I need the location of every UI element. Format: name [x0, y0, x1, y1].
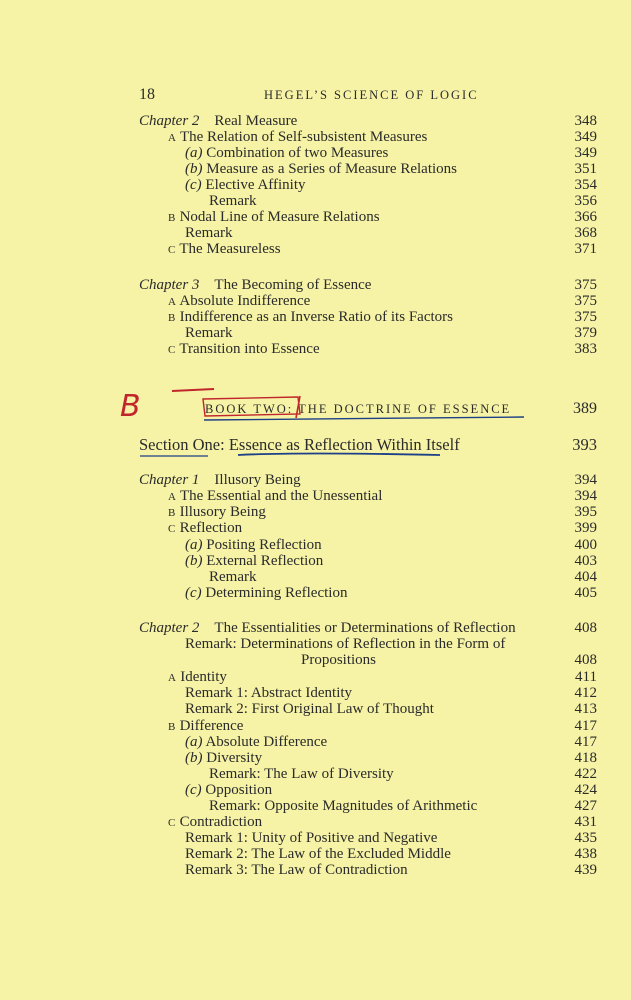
entry-page: 366 [574, 209, 597, 225]
entry-page: 411 [575, 669, 597, 685]
chapter-number: Chapter 3 [139, 277, 200, 293]
entry-title: Illusory Being [179, 504, 266, 520]
entry-title: Elective Affinity [205, 177, 306, 193]
entry-title: Illusory Being [214, 472, 301, 488]
entry-page: 354 [574, 177, 597, 193]
book-label: BOOK TWO: [205, 402, 294, 416]
entry-page: 395 [574, 504, 597, 520]
entry-page: 422 [574, 766, 597, 782]
entry-page: 375 [574, 309, 597, 325]
entry-page: 408 [574, 620, 597, 636]
entry-title: Remark 2: First Original Law of Thought [185, 701, 434, 717]
entry-title: Indifference as an Inverse Ratio of its Factors [179, 309, 453, 325]
entry-letter: A [168, 296, 177, 308]
entry-title: Propositions [301, 652, 377, 668]
entry-letter: C [168, 244, 176, 256]
entry-title: Remark 2: The Law of the Excluded Middle [185, 846, 451, 862]
entry-page: 349 [574, 145, 597, 161]
entry-page: 394 [574, 488, 597, 504]
section-heading: Section One: Essence as Reflection Within Itself [139, 435, 460, 454]
entry-page: 394 [574, 472, 597, 488]
entry-title: Contradiction [179, 814, 263, 830]
entry-letter: A [168, 491, 177, 503]
entry-page: 375 [574, 277, 597, 293]
entry-marker: (a) [185, 734, 203, 750]
entry-title: Measure as a Series of Measure Relations [206, 161, 458, 177]
entry-letter: A [168, 132, 177, 144]
entry-marker: (a) [185, 145, 203, 161]
entry-page: 356 [574, 193, 597, 209]
entry-title: Remark [185, 325, 233, 341]
entry-page: 417 [574, 718, 597, 734]
entry-page: 427 [574, 798, 597, 814]
entry-title: The Essentialities or Determinations of Reflection [214, 620, 516, 636]
entry-letter: B [168, 212, 176, 224]
entry-letter: B [168, 507, 176, 519]
entry-title: Remark: Opposite Magnitudes of Arithmetic [209, 798, 478, 814]
entry-title: Transition into Essence [179, 341, 320, 357]
entry-title: The Relation of Self-subsistent Measures [179, 129, 428, 145]
entry-marker: (b) [185, 750, 203, 766]
entry-marker: (c) [185, 585, 202, 601]
entry-page: 408 [574, 652, 597, 668]
entry-page: 403 [574, 553, 597, 569]
entry-title: Combination of two Measures [206, 145, 389, 161]
entry-page: 413 [574, 701, 597, 717]
entry-title: The Essential and the Unessential [179, 488, 383, 504]
chapter-number: Chapter 2 [139, 620, 200, 636]
chapter-number: Chapter 2 [139, 113, 200, 129]
entry-page: 412 [574, 685, 597, 701]
entry-page: 435 [574, 830, 597, 846]
section-page: 393 [572, 435, 597, 454]
entry-page: 351 [574, 161, 597, 177]
entry-title: Remark: Determinations of Reflection in the Form of [185, 636, 506, 652]
entry-title: Nodal Line of Measure Relations [179, 209, 380, 225]
entry-title: External Reflection [206, 553, 324, 569]
entry-page: 431 [574, 814, 597, 830]
entry-title: Real Measure [214, 113, 298, 129]
entry-letter: C [168, 344, 176, 356]
entry-page: 438 [574, 846, 597, 862]
entry-page: 375 [574, 293, 597, 309]
entry-title: Remark 1: Abstract Identity [185, 685, 353, 701]
entry-letter: C [168, 817, 176, 829]
entry-title: Diversity [206, 750, 263, 766]
entry-letter: A [168, 672, 177, 684]
entry-page: 349 [574, 129, 597, 145]
entry-page: 383 [574, 341, 597, 357]
book-page: 389 [573, 400, 597, 417]
entry-letter: C [168, 523, 176, 535]
entry-title: Remark [209, 569, 257, 585]
entry-title: Identity [180, 669, 227, 685]
entry-title: Reflection [179, 520, 243, 536]
entry-letter: B [168, 312, 176, 324]
book-title: THE DOCTRINE OF ESSENCE [298, 402, 512, 416]
entry-title: The Becoming of Essence [214, 277, 372, 293]
entry-page: 439 [574, 862, 597, 878]
entry-letter: B [168, 721, 176, 733]
entry-title: Opposition [205, 782, 273, 798]
entry-title: Remark: The Law of Diversity [209, 766, 394, 782]
entry-page: 371 [574, 241, 597, 257]
entry-page: 368 [574, 225, 597, 241]
entry-marker: (b) [185, 161, 203, 177]
entry-marker: (c) [185, 177, 202, 193]
entry-marker: (c) [185, 782, 202, 798]
chapter-number: Chapter 1 [139, 472, 200, 488]
page-number: 18 [139, 86, 155, 103]
entry-page: 348 [574, 113, 597, 129]
entry-page: 405 [574, 585, 597, 601]
entry-title: Remark [185, 225, 233, 241]
entry-marker: (b) [185, 553, 203, 569]
entry-page: 399 [574, 520, 597, 536]
entry-page: 400 [574, 537, 597, 553]
entry-marker: (a) [185, 537, 203, 553]
entry-title: Remark 3: The Law of Contradiction [185, 862, 408, 878]
entry-title: Absolute Indifference [179, 293, 311, 309]
entry-title: Determining Reflection [205, 585, 348, 601]
entry-title: Difference [179, 718, 244, 734]
entry-page: 424 [574, 782, 597, 798]
running-title: HEGEL’S SCIENCE OF LOGIC [264, 88, 479, 102]
entry-title: Remark 1: Unity of Positive and Negative [185, 830, 438, 846]
handwritten-b-mark: B [120, 389, 141, 424]
entry-page: 418 [574, 750, 597, 766]
entry-title: The Measureless [179, 241, 281, 257]
entry-title: Remark [209, 193, 257, 209]
entry-page: 404 [574, 569, 597, 585]
entry-title: Absolute Difference [205, 734, 328, 750]
entry-page: 379 [574, 325, 597, 341]
entry-title: Positing Reflection [206, 537, 322, 553]
entry-page: 417 [574, 734, 597, 750]
